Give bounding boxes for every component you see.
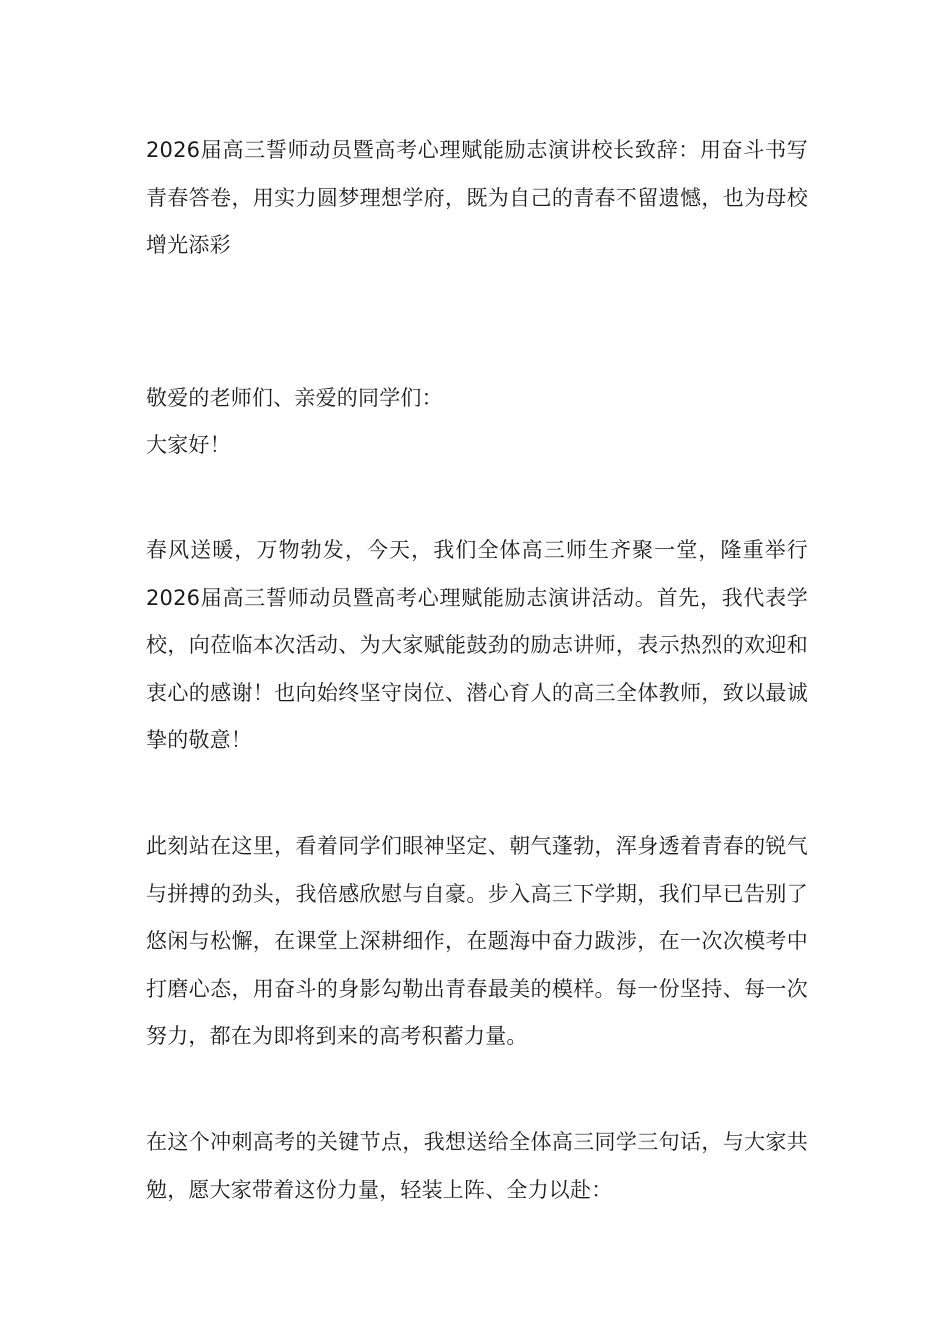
greeting: 大家好！ — [146, 433, 231, 457]
paragraph: 春风送暖，万物勃发，今天，我们全体高三师生齐聚一堂，隆重举行2026届高三誓师动员暨高考心理赋能励志演讲活动。首先，我代表学校，向莅临本次活动、为大家赋能鼓劲的励志讲师，表示热烈的欢迎和衷心的感谢！也向始终坚守岗位、潜心育人的高三全体教师，致以最诚挚的敬意！ — [146, 538, 808, 752]
paragraph: 此刻站在这里，看着同学们眼神坚定、朝气蓬勃，浑身透着青春的锐气与拼搏的劲头，我倍感欣慰与自豪。步入高三下学期，我们早已告别了悠闲与松懈，在课堂上深耕细作，在题海中奋力跋涉，在一次次模考中打磨心态，用奋斗的身影勾勒出青春最美的模样。每一份坚持、每一次努力，都在为即将到来的高考积蓄力量。 — [146, 834, 808, 1048]
salutation: 敬爱的老师们、亲爱的同学们： — [146, 386, 443, 410]
paragraph: 在这个冲刺高考的关键节点，我想送给全体高三同学三句话，与大家共勉，愿大家带着这份力量，轻装上阵、全力以赴： — [146, 1130, 808, 1202]
document-title: 2026届高三誓师动员暨高考心理赋能励志演讲校长致辞：用奋斗书写青春答卷，用实力圆梦理想学府，既为自己的青春不留遗憾，也为母校增光添彩 — [146, 138, 808, 257]
